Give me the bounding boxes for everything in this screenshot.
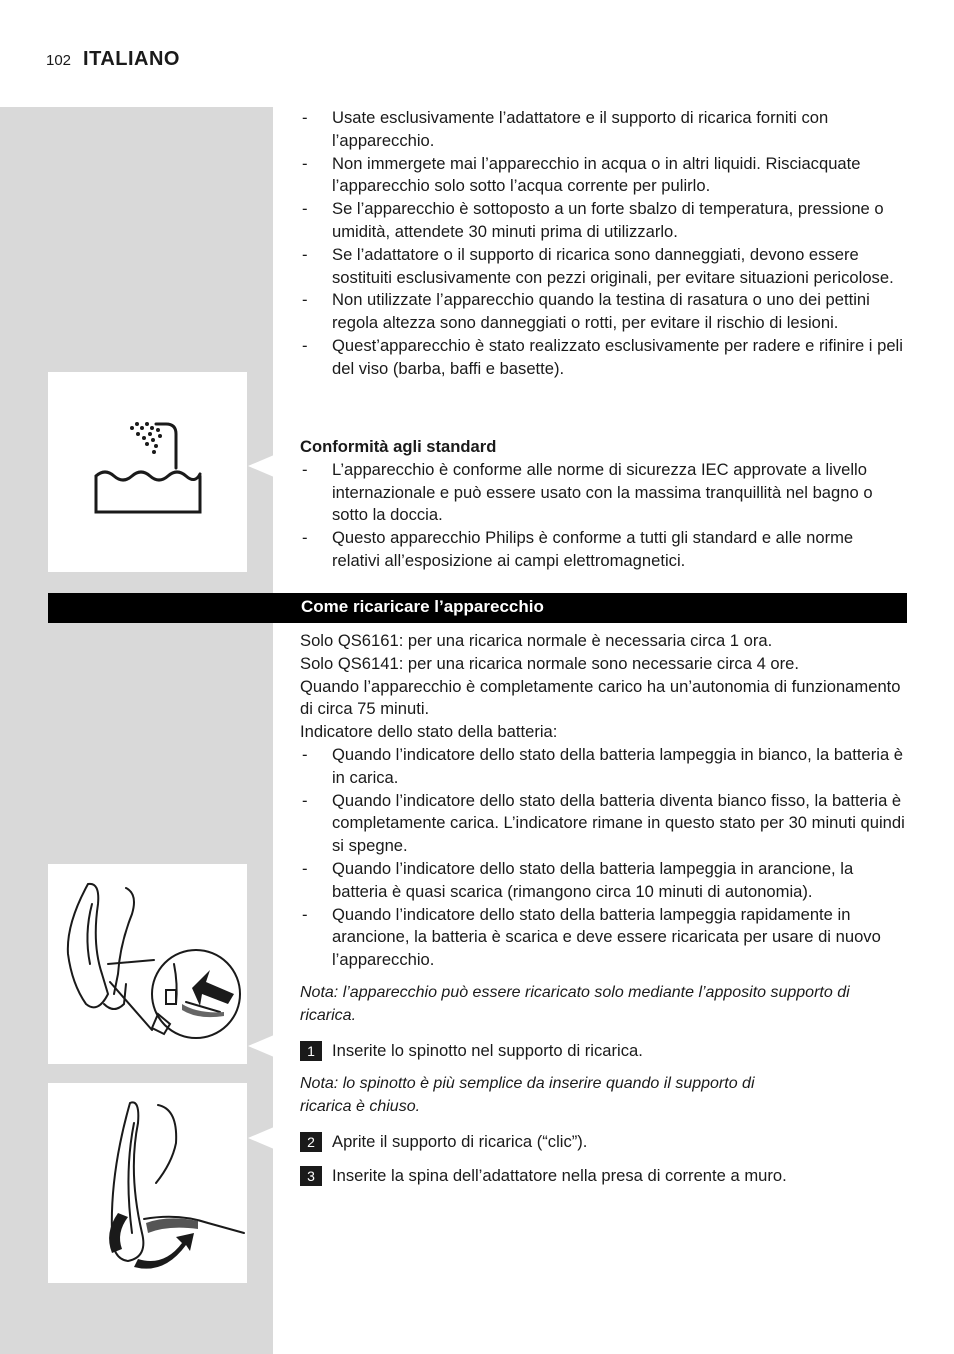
safety-instructions [300,107,905,381]
shower-bath-figure [48,372,247,572]
language-title: ITALIANO [83,48,180,70]
charging-intro-line: Solo QS6141: per una ricarica normale sono necessarie circa 4 ore. [300,653,799,673]
charging-stand-plug-illustration [48,864,247,1064]
figure-pointer [248,1035,274,1057]
plug-note [300,1073,905,1119]
list-item: - Non utilizzate l’apparecchio quando la testina di rasatura o uno dei pettini regola altezza sono danneggiati o rotti, per evitare il rischio di lesioni. [300,289,905,335]
list-item: - Quando l’indicatore dello stato della batteria diventa bianco fisso, la batteria è completamente carica. L’indicatore rimane in questo stato per 30 minuti quindi si spegne. [300,790,905,858]
step-1 [300,1040,905,1062]
charging-intro-line: Quando l’apparecchio è completamente carico ha un’autonomia di funzionamento di circa 75 minuti. [300,676,901,719]
list-item: - Quando l’indicatore dello stato della batteria lampeggia in arancione, la batteria è quasi scarica (rimangono circa 10 minuti di autonomia). [300,858,905,904]
step-number: 3 [300,1166,322,1186]
step-number: 1 [300,1041,322,1061]
step-3 [300,1165,905,1187]
charging-note: Nota: l’apparecchio può essere ricaricato solo mediante l’apposito supporto di ricarica. [300,984,850,1024]
page-number: 102 [46,52,72,69]
charging-plug-figure [48,864,247,1064]
list-item: - L’apparecchio è conforme alle norme di sicurezza IEC approvate a livello internazionale e può essere usato con la massima tranquillità nel bagno o sotto la doccia. [300,459,905,527]
list-item: - Questo apparecchio Philips è conforme a tutti gli standard e alle norme relativi all’esposizione ai campi elettromagnetici. [300,527,905,573]
list-item: - Quando l’indicatore dello stato della batteria lampeggia in bianco, la batteria è in carica. [300,744,905,790]
list-item: - Quando l’indicatore dello stato della batteria lampeggia rapidamente in arancione, la batteria è scarica e deve essere ricaricata per usare di nuovo l’apparecchio. [300,904,905,972]
shower-bath-icon [48,372,247,572]
standards-list [300,459,905,573]
list-item: - Non immergete mai l’apparecchio in acqua o in altri liquidi. Risciacquate l’apparecchio solo sotto l’acqua corrente per pulirlo. [300,153,905,199]
plug-note-line: Nota: lo spinotto è più semplice da inserire quando il supporto di [300,1075,755,1092]
step-text: Aprite il supporto di ricarica (“clic”). [332,1132,588,1151]
standards-section [300,436,905,573]
figure-pointer [248,455,274,477]
step-number: 2 [300,1132,322,1152]
list-item: - Se l’apparecchio è sottoposto a un forte sbalzo di temperatura, pressione o umidità, attendete 30 minuti prima di utilizzarlo. [300,198,905,244]
standards-heading: Conformità agli standard [300,437,497,456]
open-charging-stand-illustration [48,1083,247,1283]
figure-pointer [248,1127,274,1149]
charging-intro-line: Indicatore dello stato della batteria: [300,722,558,742]
section-title: Come ricaricare l’apparecchio [301,597,544,616]
charging-intro-line: Solo QS6161: per una ricarica normale è necessaria circa 1 ora. [300,631,773,650]
plug-note-line: ricarica è chiuso. [300,1097,421,1115]
list-item: - Se l’adattatore o il supporto di ricarica sono danneggiati, devono essere sostituiti esclusivamente con pezzi originali, per evitare situazioni pericolose. [300,244,905,290]
step-text: Inserite lo spinotto nel supporto di ricarica. [332,1041,643,1060]
page-header [46,48,180,71]
section-header-bar [48,593,907,623]
list-item: - Usate esclusivamente l’adattatore e il supporto di ricarica forniti con l’apparecchio. [300,107,905,153]
list-item: - Quest’apparecchio è stato realizzato esclusivamente per radere e rifinire i peli del viso (barba, baffi e basette). [300,335,905,381]
safety-list [300,107,905,381]
open-stand-figure [48,1083,247,1283]
step-text: Inserite la spina dell’adattatore nella presa di corrente a muro. [332,1166,787,1185]
charging-info [300,630,905,972]
battery-indicator-list [300,744,905,972]
step-2 [300,1131,905,1153]
